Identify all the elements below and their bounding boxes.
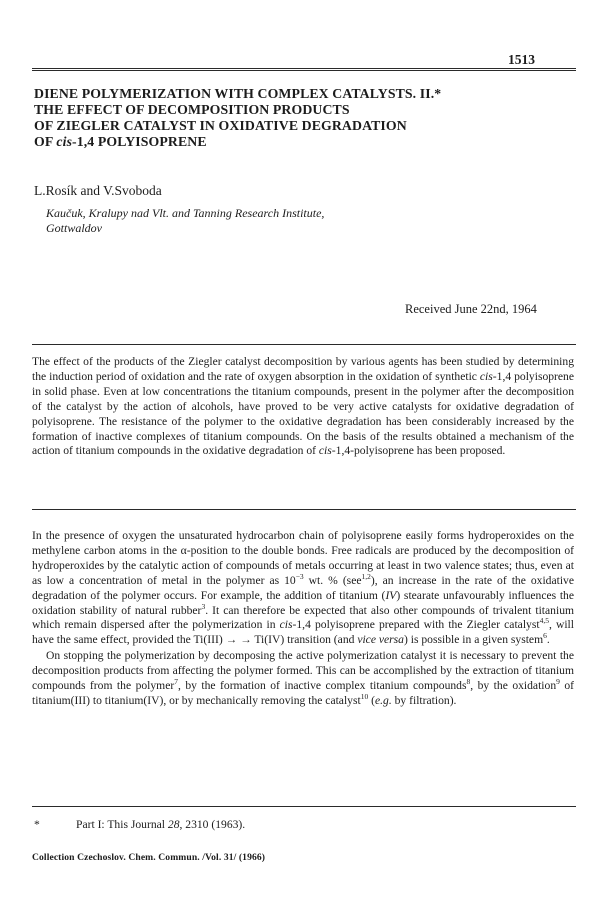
- journal-footer: Collection Czechoslov. Chem. Commun. /Vol. 31/ (1966): [32, 852, 266, 863]
- authors: [34, 183, 162, 199]
- author-conjunction: and: [80, 183, 101, 198]
- footnote-marker: *: [34, 818, 40, 831]
- page-number: 1513: [508, 52, 535, 67]
- footnote-rule: [32, 806, 576, 807]
- header-rule: [32, 70, 576, 71]
- title-line-2: THE EFFECT OF DECOMPOSITION PRODUCTS: [34, 102, 350, 117]
- top-rule: [32, 68, 576, 69]
- footnote: * Part I: This Journal 28, 2310 (1963).: [34, 818, 246, 831]
- author-2: V.Svoboda: [103, 183, 162, 198]
- title-line-3: OF ZIEGLER CATALYST IN OXIDATIVE DEGRADATION: [34, 118, 407, 133]
- title-line-4: OF cis-1,4 POLYISOPRENE: [34, 134, 207, 149]
- abstract-bottom-rule: [32, 509, 576, 510]
- affiliation: [46, 206, 324, 236]
- author-1: L.Rosík: [34, 183, 78, 198]
- affiliation-line-1: Kaučuk, Kralupy nad Vlt. and Tanning Research Institute,: [46, 206, 325, 220]
- title-line-1: DIENE POLYMERIZATION WITH COMPLEX CATALYSTS. II.*: [34, 86, 442, 101]
- article-title: [34, 86, 574, 150]
- abstract-top-rule: [32, 344, 576, 345]
- body-paragraph-2: On stopping the polymerization by decomposing the active polymerization catalyst it is necessary to prevent the decomposition products from affecting the polymer formed. This can be accomplished by the extraction of titanium compounds from the polymer$^7$, by the formation of inactive complex titanium compounds$^8$, by the oxidation$^9$ of titanium(III) to titanium(IV), or by mechanically removing the catalyst$^{10}$ (e.g. by filtration).: [32, 649, 575, 707]
- received-date: Received June 22nd, 1964: [405, 302, 537, 316]
- abstract: The effect of the products of the Ziegler catalyst decomposition by various agents has been studied by determining the induction period of oxidation and the rate of oxygen absorption in the oxidation of synthetic cis-1,4 polyisoprene in solid phase. Even at low concentrations the titanium compounds, present in the polymer after the decomposition of the catalyst by the action of alcohols, have proved to be very active catalysts for oxidative degradation of polyisoprene. The resistance of the polymer to the oxidative degradation has been considerably increased by the formation of inactive complexes of titanium compounds. On the basis of the results obtained a mechanism of the action of titanium compounds in the oxidative degradation of cis-1,4-polyisoprene has been proposed.: [32, 355, 574, 458]
- affiliation-line-2: Gottwaldov: [46, 221, 102, 235]
- article-body: [32, 529, 574, 709]
- body-paragraph-1: In the presence of oxygen the unsaturated hydrocarbon chain of polyisoprene easily forms hydroperoxides on the methylene carbon atoms in the α-position to the double bonds. Free radicals are produced by the decomposition of hydroperoxides by the catalytic action of compounds of metals occurring at least in two valence states; thus, even at as low a concentration of metal in the polymer as $10^{-3}$ wt. % (see$^{1,2}$), an increase in the rate of the oxidative degradation of the polymer occurs. For example, the addition of titanium (IV) stearate unfavourably influences the oxidation stability of natural rubber$^3$. It can therefore be expected that also other compounds of trivalent titanium which remain dispersed after the polymerization in cis-1,4 polyisoprene prepared with the Ziegler catalyst$^{4,5}$, will have the same effect, provided the Ti(III) → → Ti(IV) transition (and vice versa) is possible in a given system$^6$.: [32, 529, 575, 647]
